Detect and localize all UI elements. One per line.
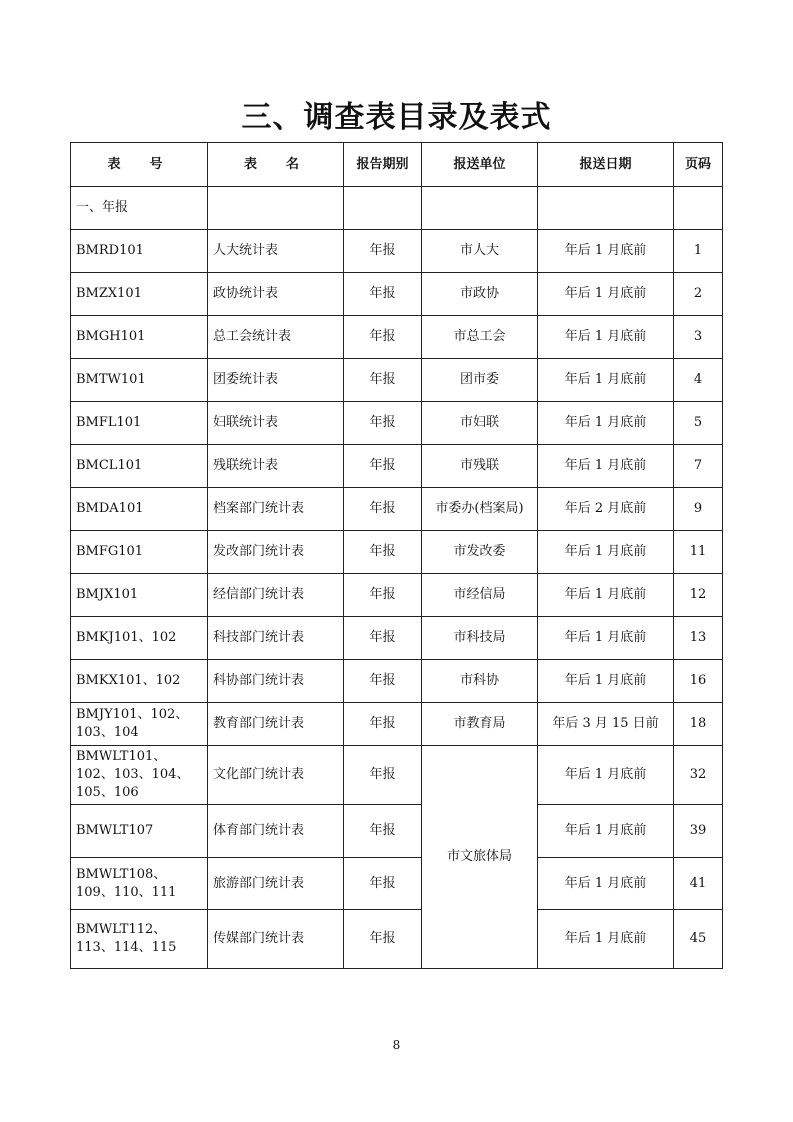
row-page: 9 [674, 488, 723, 531]
row-date: 年后 1 月底前 [538, 660, 674, 703]
table-row [71, 488, 723, 531]
header-code: 表 号 [71, 143, 208, 187]
row-date: 年后 1 月底前 [538, 273, 674, 316]
row-period: 年报 [344, 230, 422, 273]
row-code: BMWLT107 [71, 805, 208, 858]
row-page: 3 [674, 316, 723, 359]
header-unit: 报送单位 [422, 143, 538, 187]
row-date: 年后 1 月底前 [538, 230, 674, 273]
table-row [71, 316, 723, 359]
row-period: 年报 [344, 316, 422, 359]
row-code: BMWLT112、113、114、115 [71, 910, 208, 969]
row-code: BMZX101 [71, 273, 208, 316]
page-number: 8 [392, 1038, 401, 1052]
header-date: 报送日期 [538, 143, 674, 187]
row-page: 16 [674, 660, 723, 703]
row-code: BMRD101 [71, 230, 208, 273]
row-code: BMGH101 [71, 316, 208, 359]
row-date: 年后 1 月底前 [538, 617, 674, 660]
row-name: 残联统计表 [208, 445, 344, 488]
row-page: 5 [674, 402, 723, 445]
row-page: 13 [674, 617, 723, 660]
row-period: 年报 [344, 574, 422, 617]
row-date: 年后 1 月底前 [538, 910, 674, 969]
row-name: 团委统计表 [208, 359, 344, 402]
table-row [71, 910, 723, 969]
row-page: 18 [674, 703, 723, 746]
row-unit: 市科协 [422, 660, 538, 703]
row-unit: 市经信局 [422, 574, 538, 617]
row-code: BMWLT108、109、110、111 [71, 858, 208, 910]
row-unit: 团市委 [422, 359, 538, 402]
row-name: 总工会统计表 [208, 316, 344, 359]
row-name: 旅游部门统计表 [208, 858, 344, 910]
row-period: 年报 [344, 488, 422, 531]
table-header-row [71, 143, 723, 187]
row-period: 年报 [344, 910, 422, 969]
row-period: 年报 [344, 531, 422, 574]
row-name: 政协统计表 [208, 273, 344, 316]
table-row [71, 230, 723, 273]
row-name: 科协部门统计表 [208, 660, 344, 703]
row-page: 32 [674, 746, 723, 805]
row-name: 发改部门统计表 [208, 531, 344, 574]
row-code: BMJY101、102、103、104 [71, 703, 208, 746]
row-date: 年后 1 月底前 [538, 805, 674, 858]
row-page: 41 [674, 858, 723, 910]
row-name: 传媒部门统计表 [208, 910, 344, 969]
empty-cell [344, 187, 422, 230]
row-period: 年报 [344, 660, 422, 703]
table-row [71, 273, 723, 316]
row-code: BMTW101 [71, 359, 208, 402]
header-period: 报告期别 [344, 143, 422, 187]
row-unit: 市政协 [422, 273, 538, 316]
row-page: 12 [674, 574, 723, 617]
row-period: 年报 [344, 359, 422, 402]
table-row [71, 402, 723, 445]
row-page: 4 [674, 359, 723, 402]
row-code: BMKX101、102 [71, 660, 208, 703]
row-code: BMCL101 [71, 445, 208, 488]
row-code: BMKJ101、102 [71, 617, 208, 660]
table-row [71, 359, 723, 402]
row-code: BMDA101 [71, 488, 208, 531]
row-name: 人大统计表 [208, 230, 344, 273]
table-row [71, 858, 723, 910]
row-unit: 市委办(档案局) [422, 488, 538, 531]
table-row [71, 746, 723, 805]
row-page: 2 [674, 273, 723, 316]
row-unit: 市人大 [422, 230, 538, 273]
row-name: 妇联统计表 [208, 402, 344, 445]
table-row [71, 703, 723, 746]
empty-cell [422, 187, 538, 230]
row-page: 1 [674, 230, 723, 273]
row-name: 文化部门统计表 [208, 746, 344, 805]
row-period: 年报 [344, 746, 422, 805]
row-unit: 市科技局 [422, 617, 538, 660]
row-page: 7 [674, 445, 723, 488]
table-row [71, 531, 723, 574]
row-date: 年后 1 月底前 [538, 858, 674, 910]
row-name: 体育部门统计表 [208, 805, 344, 858]
row-date: 年后 1 月底前 [538, 402, 674, 445]
section-row [71, 187, 723, 230]
row-page: 11 [674, 531, 723, 574]
row-name: 经信部门统计表 [208, 574, 344, 617]
row-date: 年后 1 月底前 [538, 359, 674, 402]
page-title: 三、调查表目录及表式 [241, 100, 552, 135]
section-label: 一、年报 [71, 187, 208, 230]
row-date: 年后 1 月底前 [538, 531, 674, 574]
row-period: 年报 [344, 805, 422, 858]
row-period: 年报 [344, 858, 422, 910]
empty-cell [208, 187, 344, 230]
row-period: 年报 [344, 617, 422, 660]
row-unit: 市总工会 [422, 316, 538, 359]
row-unit: 市残联 [422, 445, 538, 488]
row-code: BMWLT101、102、103、104、105、106 [71, 746, 208, 805]
row-code: BMJX101 [71, 574, 208, 617]
row-unit: 市妇联 [422, 402, 538, 445]
header-name: 表 名 [208, 143, 344, 187]
row-name: 档案部门统计表 [208, 488, 344, 531]
row-name: 教育部门统计表 [208, 703, 344, 746]
row-date: 年后 1 月底前 [538, 316, 674, 359]
row-unit: 市教育局 [422, 703, 538, 746]
empty-cell [674, 187, 723, 230]
survey-table-catalog [70, 142, 723, 969]
table-row [71, 805, 723, 858]
table-row [71, 617, 723, 660]
row-date: 年后 1 月底前 [538, 445, 674, 488]
empty-cell [538, 187, 674, 230]
row-date: 年后 1 月底前 [538, 574, 674, 617]
row-page: 45 [674, 910, 723, 969]
row-date: 年后 3 月 15 日前 [538, 703, 674, 746]
row-unit: 市发改委 [422, 531, 538, 574]
row-page: 39 [674, 805, 723, 858]
row-code: BMFG101 [71, 531, 208, 574]
row-date: 年后 1 月底前 [538, 746, 674, 805]
row-date: 年后 2 月底前 [538, 488, 674, 531]
row-unit-merged: 市文旅体局 [422, 746, 538, 969]
header-page: 页码 [674, 143, 723, 187]
table-row [71, 660, 723, 703]
row-period: 年报 [344, 273, 422, 316]
row-period: 年报 [344, 445, 422, 488]
table-row [71, 574, 723, 617]
table-row [71, 445, 723, 488]
row-period: 年报 [344, 402, 422, 445]
row-period: 年报 [344, 703, 422, 746]
row-code: BMFL101 [71, 402, 208, 445]
row-name: 科技部门统计表 [208, 617, 344, 660]
